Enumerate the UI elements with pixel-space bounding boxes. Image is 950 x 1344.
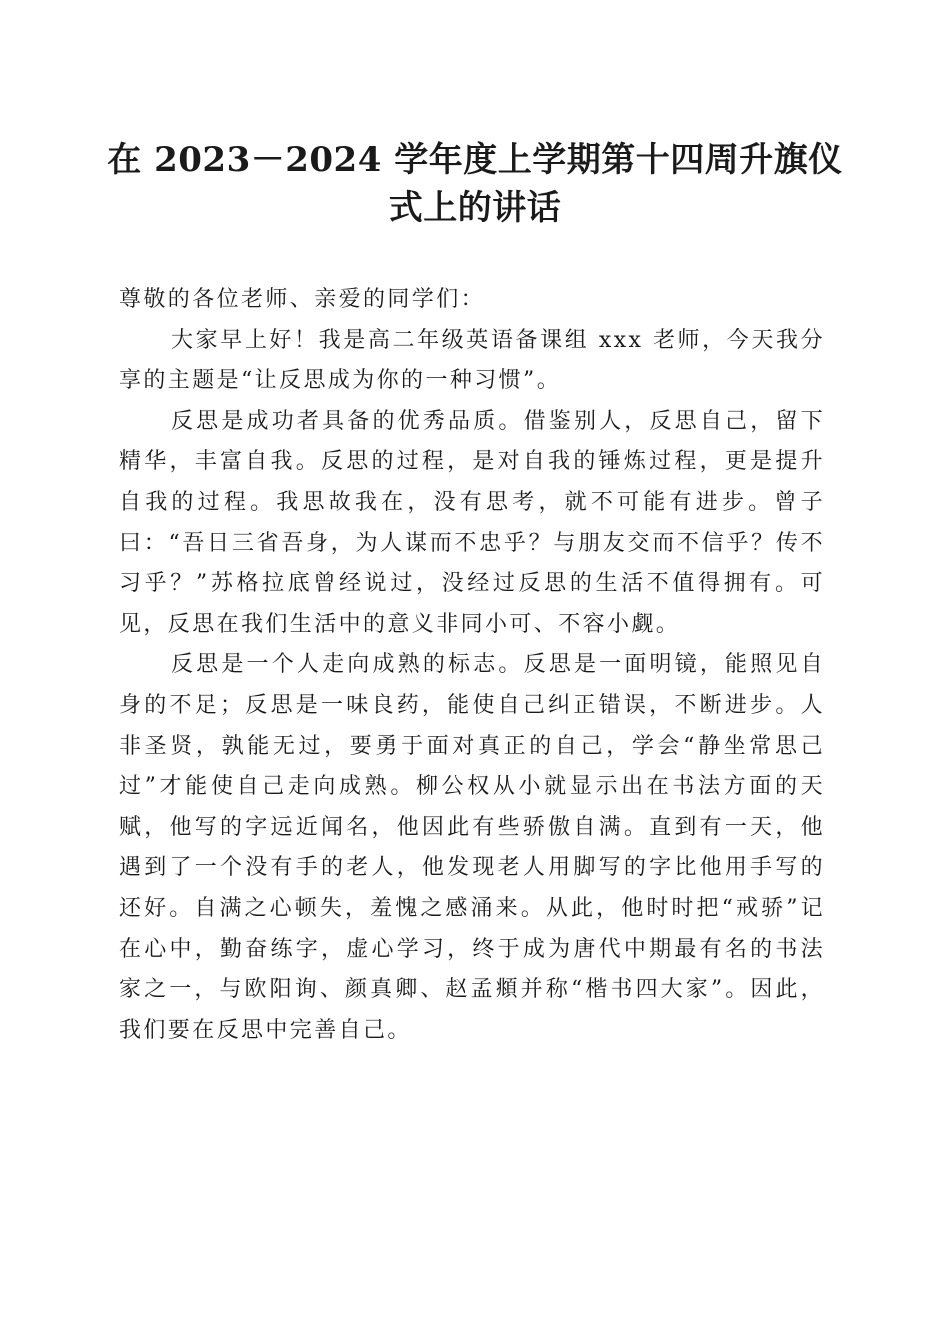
paragraph-reflection-quality: 反思是成功者具备的优秀品质。借鉴别人，反思自己，留下精华，丰富自我。反思的过程，是对自我的锤炼过程，更是提升自我的过程。我思故我在，没有思考，就不可能有进步。曾子曰：“吾日三省吾身，为人谋而不忠乎？与朋友交而不信乎？传不习乎？”苏格拉底曾经说过，没经过反思的生活不值得拥有。可见，反思在我们生活中的意义非同小可、不容小觑。 — [119, 408, 825, 637]
paragraph-greeting: 大家早上好！我是高二年级英语备课组 xxx 老师，今天我分享的主题是“让反思成为你的一种习惯”。 — [119, 327, 825, 394]
speech-title-line-2: 式上的讲话 — [388, 188, 562, 228]
salutation: 尊敬的各位老师、亲爱的同学们： — [119, 287, 486, 312]
speech-title — [100, 136, 850, 232]
paragraph-reflection-maturity: 反思是一个人走向成熟的标志。反思是一面明镜，能照见自身的不足；反思是一味良药，能使自己纠正错误，不断进步。人非圣贤，孰能无过，要勇于面对真正的自己，学会“静坐常思己过”才能使自己走向成熟。柳公权从小就显示出在书法方面的天赋，他写的字远近闻名，他因此有些骄傲自满。直到有一天，他遇到了一个没有手的老人，他发现老人用脚写的字比他用手写的还好。自满之心顿失，羞愧之感涌来。从此，他时时把“戒骄”记在心中，勤奋练字，虚心学习，终于成为唐代中期最有名的书法家之一，与欧阳询、颜真卿、赵孟頫并称“楷书四大家”。因此，我们要在反思中完善自己。 — [119, 652, 825, 1043]
speech-body — [119, 280, 825, 1051]
speech-title-line-1: 在 2023－2024 学年度上学期第十四周升旗仪 — [107, 140, 843, 180]
